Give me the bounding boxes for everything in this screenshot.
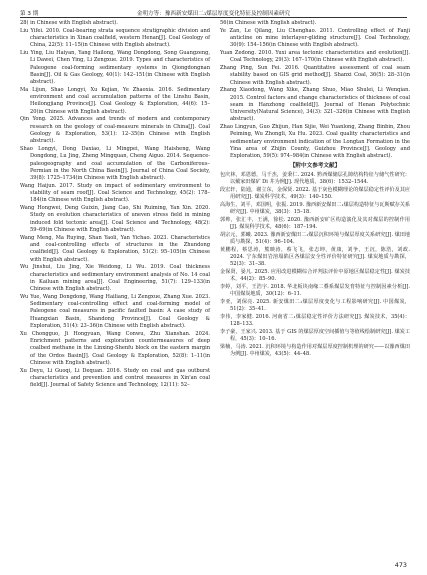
left-column xyxy=(20,20,210,390)
reference-entry-cn: 郭帅，张汇丰，王满，徐松. 2020. 豫西新安矿区构造演化及其对煤层的控制作用[J]. 煤炭科学技术，48(6)：187–194. xyxy=(220,216,410,231)
page-number: 473 xyxy=(394,561,407,569)
reference-entry: Ye Zan, Le Qilang, Liu Chenghao. 2011. Controlling effect of Fanji anticline on mine interlayer-gliding structure[J]. Coal Technology, 30(9): 154–156(in Chinese with English abstract). xyxy=(220,27,410,49)
reference-entry: Xu Deyu, Li Guoqi, Li Dequan. 2016. Study on coal and gas outburst characteristics and prevention and control measures in Xin'an coal field[J]. Journal of Safety Science and Technology, 12(11): 52– xyxy=(20,367,210,389)
reference-entry: Wu Yue, Wang Dongdong, Wang Hailiang, Li Zengxue, Zhang Xue. 2023. Sedimentary coal-controlling effect and coal-forming model of Paleogene coal measures in pacific faulted basin: A case study of Huangxian Basin, Shandong Province[J]. Coal Geology & Exploration, 51(4): 23–36(in Chinese with English abstract). xyxy=(20,293,210,330)
reference-entry: Qin Yong. 2025. Advances and trends of modern and contemporary research on the geology of coal-measure minerals in China[J]. Coal Geology & Exploration, 53(1): 12–35(in Chinese with English abstract). xyxy=(20,116,210,145)
header-rule xyxy=(20,17,407,18)
issue-number: 第 3 期 xyxy=(20,11,39,17)
reference-entry-cn: 金保贤，晏凡. 2025. 应用改进模糊综合评判法评价中原地区煤层稳定性[J]. 煤炭技术，44(2)：85–90. xyxy=(220,269,410,283)
reference-entry: Liu Yifei. 2010. Coal-bearing strata sequence stratigraphic division and characteristics in Xinan coalfield, western Henan[J]. Coal Geology of China, 22(5): 11–15(in Chinese with English abstract). xyxy=(20,27,210,49)
reference-entry: Zhao Lingyun, Guo Zhijun, Han Sijie, Wei Yuanlong, Zhang Binbin, Zhou Peiming, Wu Zhongli, Xu Hu. 2023. Coal quality characteristics and sedimentary environment indication of the Longtan Formation in the Yina area of Zhijin County, Guizhou Province[J]. Geology and Exploration, 59(5): 974–984(in Chinese with English abstract). xyxy=(220,124,410,160)
right-column xyxy=(220,20,410,359)
reference-entry: Wang Hongwei, Deng Guixin, Jiang Cao, Shi Ruiming, Yan Xin. 2020. Study on evolution characteristics of uneven stress field in mining induced fold tectonic area[J]. Coal Science and Technology, 48(2): 59–69(in Chinese with English abstract). xyxy=(20,205,210,234)
reference-entry-cn: 段宏轩，陆通，谢立东，金保贤. 2022. 基于灰色模糊理论的煤层稳定性评价及其应用研究[J]. 煤炭科学技术，49(3)：140–150. xyxy=(220,186,410,201)
reference-entry: Wu Jinshui, Liu Jing, Xie Weidong, Li Wu. 2019. Coal thickness characteristics and sedimentary environment analysis of No. 14 coal in Kailuan mining area[J]. Coal Engineering, 51(7): 129–133(in Chinese with English abstract). xyxy=(20,264,210,293)
reference-entry-cn: 黄鹏程，蔡思涛，熊映涛，蔡飞飞，张志坤，黄康，刘争，王沉，陈浩，刘政. 2024. 宁东煤田岩溶塌陷区各煤层安全性评价特征研究[J]. 煤炭地质与勘探，52(3)：31–38. xyxy=(220,246,410,268)
reference-entry-cn: 包庆林，邓恩德，马千杰，姜秉仁. 2024. 黔西煤储层孔隙结构特征与储气性研究：以戴家田煤矿 Di 井为例[J]. 现代地质，38(6)：1532–1544. xyxy=(220,171,410,186)
reference-entry-cn: 胡宗元，郭曦. 2023. 豫西新安煤田二₁煤层沉积环境与煤层厚度关系研究[J]. 煤田地质与勘探，51(4)：96–104. xyxy=(220,231,410,246)
reference-entry: Liu Ying, Liu Haiyan, Yang Hailong, Wang Dongdong, Song Guangzeng, Li Dawei, Chen Ying, Li Zengxue. 2019. Types and characteristics of Paleogene coal-forming sedimentary systems in Qiongdongnan Basin[J]. Oil & Gas Geology, 40(1): 142–151(in Chinese with English abstract). xyxy=(20,49,210,86)
reference-entry: Shao Longyi, Dong Daxiao, Li Mingpei, Wang Haisheng, Wang Dongdong, Lu Jing, Zheng Mingquan, Cheng Aiguo. 2014. Sequence-paleogeography and coal accumulation of the Carboniferous–Permian in the North China Basin[J]. Journal of China Coal Society, 39(8): 1725–1734(in Chinese with English abstract). xyxy=(20,146,210,182)
reference-entry: 56(in Chinese with English abstract). xyxy=(220,20,317,26)
running-title: 金明方等：豫西新安煤田二₁煤层厚度变化特征及控制因素研究 xyxy=(136,11,291,17)
reference-entry: Zhang Ping, Sun Fei. 2016. Quantitative assessment of coal seam stability based on GIS grid method[J]. Shanxi Coal, 36(5): 28–31(in Chinese with English abstract). xyxy=(220,64,410,86)
appendix-heading: 【附中文参考文献】 xyxy=(289,162,341,169)
reference-entry-cn: 李子豪，王家兴. 2013. 基于 GIS 的煤层厚度空间插值与等值线绘制研究[J]. 煤炭工程，45(3)：10–16. xyxy=(220,329,410,343)
reference-entry: Xu Chongguo, Ji Hongyuan, Wang Conwu, Zhu Xianshan. 2024. Enrichment patterns and exploration countermeasures of deep coalbed methane in the Linxing-Shenfu block on the eastern margin of the Ordos Basin[J]. Coal Geology & Exploration, 52(8): 1–11(in Chinese with English abstract). xyxy=(20,330,210,366)
reference-entry: Wang Haijun. 2017. Study on impact of sedimentary environment to stability of seam roof[J]. Coal Science and Technology, 45(2): 178–184(in Chinese with English abstract). xyxy=(20,182,210,204)
reference-entry: Zhang Xiaodong, Wang Xike, Zhang Shuo, Miao Shulei, Li Wenqian. 2015. Control factors and change characteristics of thickness of coal seam in Hanzhong coalfield[J]. Journal of Henan Polytechnic University(Natural Science), 34(3): 321–326(in Chinese with English abstract). xyxy=(220,87,410,123)
reference-entry-cn: 李婷，刘平，王浩宇. 2018. 华北板块南缘二叠系煤层发育特征与控制因素分析[J]. 中国煤炭地质，30(12)：6–11. xyxy=(220,284,410,298)
reference-entry-cn: 李亚，刘保亮. 2025. 新安煤田二₁煤层厚度变化与工程影响研究[J]. 中国煤炭，51(2)：35–41. xyxy=(220,299,410,313)
reference-entry-cn: 李伟，李家健. 2016. 河南省二₁煤层稳定性评价方法研究[J]. 煤炭技术，35(4)：128–133. xyxy=(220,314,410,328)
reference-entry: Wang Meng, Ma Ruying, Shan Yaoli, Yan Yichao. 2023. Characteristics and coal-controlling effects of structures in the Zhundong coalfield[J]. Coal Geology & Exploration, 51(2): 95–105(in Chinese with English abstract). xyxy=(20,234,210,263)
reference-entry-cn: 梁楠，马涛. 2021. 沉积环境与构造作用对煤层厚度控制机理的研究——以豫西煤田为例[J]. 中州煤炭，43(5)：44–48. xyxy=(220,344,410,358)
reference-entry-cn: 高海生，刘平，邓国明，张振. 2019. 豫西新安煤田二₁煤层构造特征与瓦斯赋存关系研究[J]. 中州煤炭，38(3)：15–18. xyxy=(220,201,410,216)
reference-entry: Yuan Zedong. 2010. Yuxi area tectonic characteristics and evolution[J]. Coal Technology, 29(3): 167–170(in Chinese with English abstract). xyxy=(220,49,410,64)
reference-entry: 28( in Chinese with English abstract). xyxy=(20,20,118,26)
reference-entry: Ma Lijun, Shao Longyi, Xu Kejian, Ye Zhaoxia. 2016. Sedimentary environment and coal accumulation patterns of the Linshu Basin, Heilongjiang Province[J]. Coal Geology & Exploration, 44(6): 15–20(in Chinese with English abstract). xyxy=(20,86,210,115)
